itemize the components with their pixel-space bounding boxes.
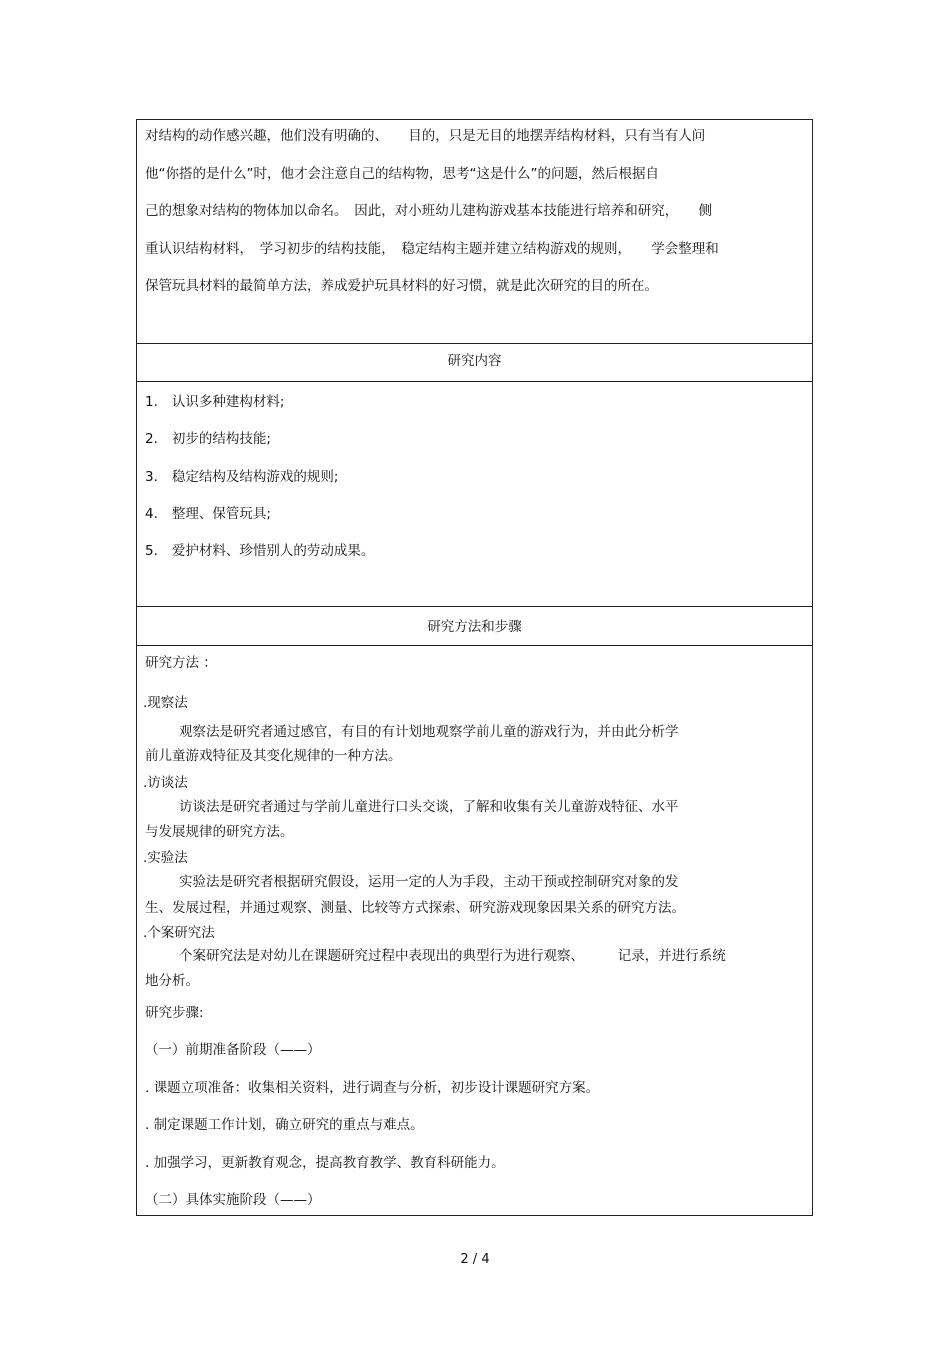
method-title-experiment: .实验法 — [143, 850, 188, 866]
intro-line-2: 他“你搭的是什么”时，他才会注意自己的结构物，思考“这是什么”的问题，然后根据自 — [145, 166, 659, 182]
intro-line-1: 对结构的动作感兴趣，他们没有明确的、 目的，只是无目的地摆弄结构材料，只有当有人问 — [145, 128, 706, 144]
row-divider — [137, 606, 812, 607]
intro-line-3: 己的想象对结构的物体加以命名。 因此，对小班幼儿建构游戏基本技能进行培养和研究， 侧 — [145, 203, 712, 219]
list-item-text: 爱护材料、珍惜别人的劳动成果。 — [171, 543, 375, 559]
list-item-1 — [145, 394, 284, 410]
step-item: . 加强学习，更新教育观念，提高教育教学、教育科研能力。 — [145, 1155, 505, 1171]
method-text: 生、发展过程，并通过观察、测量、比较等方式探索、研究游戏现象因果关系的研究方法。 — [145, 900, 685, 916]
intro-line-4: 重认识结构材料， 学习初步的结构技能， 稳定结构主题并建立结构游戏的规则， 学会整理和 — [145, 241, 719, 257]
list-item-number: 4. — [145, 506, 158, 522]
steps-label: 研究步骤: — [145, 1005, 204, 1021]
list-item-number: 5. — [145, 543, 158, 559]
list-item-text: 稳定结构及结构游戏的规则; — [171, 469, 339, 485]
step-item: . 制定课题工作计划，确立研究的重点与难点。 — [145, 1117, 424, 1133]
step-item: . 课题立项准备：收集相关资料，进行调查与分析，初步设计课题研究方案。 — [145, 1080, 600, 1096]
list-item-number: 1. — [145, 394, 158, 410]
list-item-text: 整理、保管玩具; — [171, 506, 271, 522]
list-item-number: 3. — [145, 469, 158, 485]
method-text: 前儿童游戏特征及其变化规律的一种方法。 — [145, 748, 402, 764]
method-text: 实验法是研究者根据研究假设，运用一定的人为手段，主动干预或控制研究对象的发 — [179, 874, 679, 890]
method-title-case: .个案研究法 — [143, 925, 215, 941]
method-text: 与发展规律的研究方法。 — [145, 824, 294, 840]
method-text: 个案研究法是对幼儿在课题研究过程中表现出的典型行为进行观察、 记录，并进行系统 — [179, 948, 726, 964]
intro-line-5: 保管玩具材料的最简单方法，养成爱护玩具材料的好习惯，就是此次研究的目的所在。 — [145, 278, 658, 294]
page-number: 2 / 4 — [460, 1252, 490, 1267]
list-item-2 — [145, 431, 271, 447]
list-item-text: 初步的结构技能; — [171, 431, 271, 447]
method-title-interview: .访谈法 — [143, 775, 188, 791]
list-item-text: 认识多种建构材料; — [171, 394, 285, 410]
row-divider — [137, 343, 812, 344]
stage-title: （一）前期准备阶段（——） — [145, 1042, 321, 1058]
list-item-number: 2. — [145, 431, 158, 447]
list-item-3 — [145, 469, 338, 485]
list-item-5 — [145, 543, 374, 559]
row-divider — [137, 645, 812, 646]
method-text: 访谈法是研究者通过与学前儿童进行口头交谈，了解和收集有关儿童游戏特征、水平 — [179, 799, 679, 815]
row-divider — [137, 381, 812, 382]
section-header-methods: 研究方法和步骤 — [427, 619, 522, 635]
method-text: 观察法是研究者通过感官，有目的有计划地观察学前儿童的游戏行为，并由此分析学 — [179, 724, 679, 740]
stage-title: （二）具体实施阶段（——） — [145, 1192, 321, 1208]
method-title-observe: .现察法 — [143, 695, 188, 711]
method-text: 地分析。 — [145, 973, 199, 989]
list-item-4 — [145, 506, 271, 522]
methods-label: 研究方法 ： — [145, 655, 217, 671]
content-table — [136, 119, 813, 1216]
section-header-content: 研究内容 — [447, 353, 502, 369]
